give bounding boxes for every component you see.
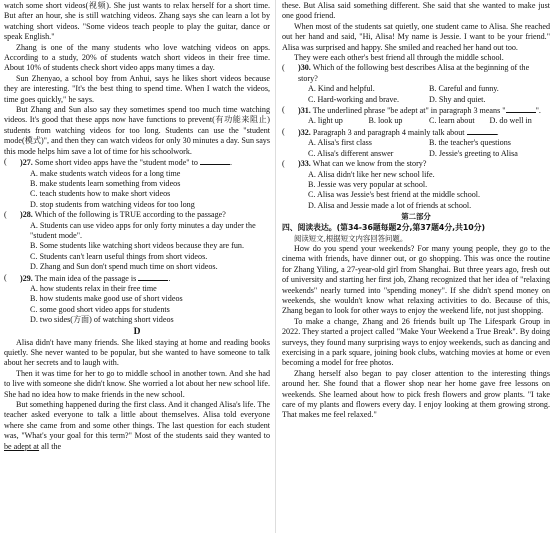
options-row bbox=[282, 149, 550, 159]
option: D. do well in bbox=[489, 116, 532, 126]
question-number: )31. bbox=[298, 106, 311, 116]
answer-blank[interactable] bbox=[506, 105, 536, 113]
question-32: ( )32. Paragraph 3 and paragraph 4 mainly talk about . bbox=[282, 126, 499, 137]
section-heading: 四、阅读表达。(第34-36题每题2分,第37题4分,共10分) bbox=[282, 223, 486, 233]
question-stem: The main idea of the passage is bbox=[34, 273, 137, 283]
passage-d-paragraph: these. But Alisa said something different. She said that she wanted to make just one good friend. bbox=[282, 1, 550, 21]
right-column bbox=[282, 1, 550, 421]
passage-d-paragraph: When most of the students sat quietly, one student came to Alisa. She reached out her hand and said, "Hi, Alisa! My name is Jessie. I want to be your friend." Alisa was surprised and happy. She smiled and reached her hand out too. bbox=[282, 21, 550, 52]
option: A. Students can use video apps for only forty minutes a day under the "student mode". bbox=[30, 220, 256, 240]
answer-blank[interactable] bbox=[138, 273, 168, 281]
option: D. stop students from watching videos for too long bbox=[30, 199, 195, 209]
question-30: ( )30. Which of the following best describes Alisa at the beginning of the story? bbox=[282, 63, 530, 83]
question-number: )30. bbox=[298, 63, 311, 73]
option: C. learn about bbox=[429, 116, 475, 126]
option: A. light up bbox=[308, 116, 343, 126]
option: C. Alisa was Jessie's best friend at the middle school. bbox=[308, 190, 481, 200]
question-number: )32. bbox=[298, 127, 311, 137]
section-instruction: 阅读短文,根据短文内容回答问题。 bbox=[294, 233, 408, 243]
option: C. some good short video apps for students bbox=[30, 304, 170, 314]
passage-e-paragraph: How do you spend your weekends? For many young people, they go to the cinema with friends, have dinner out, or go shopping. This was once the routine for Zhang Yiling, a 27-year-old girl from Shanghai. But three years ago, fresh out of university and starting her first job, Zhang recognized that her idea of "relaxing weekends" nearly turned into "spending money". If she didn't spend money on weekends, she wouldn't know what relaxing activities to do. Because of this, Zhang began to look for other ways to enjoy the weekend life, not just shopping. bbox=[282, 243, 550, 316]
passage-d-paragraph: But something happened during the first class. And it changed Alisa's life. The teacher asked everyone to talk a little about themselves. Alisa told everyone where she came from and some other things. The last question for each student was, "What's your goal for this term?" Most of the students said they wanted to be adept at all the bbox=[4, 400, 270, 451]
options-row bbox=[282, 95, 550, 105]
question-stem: Some short video apps have the "student mode" to bbox=[34, 158, 198, 168]
question-stem: Which of the following best describes Alisa at the beginning of the story? bbox=[298, 63, 530, 83]
passage-d-paragraph: Then it was time for her to go to middle school in another town. And she had to live with someone she didn't know. She worried a lot about her new school life. She had no idea how to make friends in the new school. bbox=[4, 368, 270, 399]
passage-d-paragraph: They were each other's best friend all through the middle school. bbox=[294, 53, 504, 63]
passage-c-paragraph: watch some short videos(视频). She just wants to relax herself for a short time. But after an hour, she is still watching videos. Zhang says she can learn a lot by watching short videos. "Some videos teach people to play the guitar, dance or speak English." bbox=[4, 1, 270, 42]
column-divider bbox=[275, 0, 276, 533]
left-column bbox=[4, 1, 270, 452]
passage-c-paragraph: Sun Zhenyao, a school boy from Anhui, says he likes short videos because they are interesting. "It's the best thing to spend time. When I watch the videos, time goes quickly," he says. bbox=[4, 73, 270, 104]
option: D. two sides(方面) of watching short videos bbox=[30, 315, 174, 325]
question-stem: Which of the following is TRUE according to the passage? bbox=[34, 210, 226, 220]
option: D. Alisa and Jessie made a lot of friends at school. bbox=[308, 200, 472, 210]
option: A. Alisa's first class bbox=[308, 138, 372, 148]
question-number: )29. bbox=[20, 273, 33, 283]
question-number: )27. bbox=[20, 158, 33, 168]
option: D. Shy and quiet. bbox=[429, 94, 486, 104]
question-29: ( )29. The main idea of the passage is . bbox=[4, 272, 171, 283]
passage-e-paragraph: Zhang herself also began to pay closer attention to the interesting things around her. She found that a flower shop near her home gave free lessons on weekends. She learned about how to pick fresh flowers and grow plants. "I take care of my plants and flowers every day. I enjoy looking at them growing strong. That makes me feel relaxed." bbox=[282, 368, 550, 420]
option: B. make students learn something from videos bbox=[30, 178, 181, 188]
question-number: )28. bbox=[20, 210, 33, 220]
option: A. Alisa didn't like her new school life. bbox=[308, 169, 435, 179]
option: A. Kind and helpful. bbox=[308, 84, 375, 94]
passage-c-paragraph: But Zhang and Sun also say they sometimes spend too much time watching videos. It's good that these apps now have functions to prevent(有功能来阻止) students from watching videos for too long. Students can use the "student mode(模式)", and then they can watch videos for only 30 minutes a day. Sun says this mode helps him save a lot of time for his schoolwork. bbox=[4, 105, 270, 156]
option: D. Zhang and Sun don't spend much time on short videos. bbox=[30, 262, 218, 272]
answer-blank[interactable] bbox=[467, 127, 497, 135]
option: B. look up bbox=[368, 116, 403, 126]
options-row bbox=[282, 116, 550, 126]
option: C. Alisa's different answer bbox=[308, 148, 394, 158]
option: C. Students can't learn useful things from short videos. bbox=[30, 251, 208, 261]
option: B. Some students like watching short videos because they are fun. bbox=[30, 241, 244, 251]
option: A. make students watch videos for a long time bbox=[30, 168, 181, 178]
option: D. Jessie's greeting to Alisa bbox=[429, 148, 518, 158]
question-stem: Paragraph 3 and paragraph 4 mainly talk about bbox=[312, 127, 465, 137]
passage-d-heading: D bbox=[133, 326, 141, 337]
answer-blank[interactable] bbox=[200, 157, 230, 165]
question-stem: The underlined phrase "be adept at" in paragraph 3 means " bbox=[312, 106, 506, 116]
option: A. how students relax in their free time bbox=[30, 283, 157, 293]
question-31: ( )31. The underlined phrase "be adept at" in paragraph 3 means " ". bbox=[282, 105, 541, 116]
question-33: ( )33. What can we know from the story? bbox=[282, 159, 427, 169]
option: C. Hard-working and brave. bbox=[308, 94, 400, 104]
passage-c-paragraph: Zhang is one of the many students who love watching videos on apps. According to a study, 20% of students watch short videos in their free time. About 10% of students check short video apps many times a day. bbox=[4, 42, 270, 73]
part-two-title: 第二部分 bbox=[401, 212, 431, 222]
options-row bbox=[282, 138, 550, 148]
underlined-phrase: be adept at bbox=[4, 441, 40, 451]
question-number: )33. bbox=[298, 159, 311, 169]
question-28: ( )28. Which of the following is TRUE according to the passage? bbox=[4, 210, 226, 220]
passage-e-paragraph: To make a change, Zhang and 26 friends built up The Lifespark Group in 2022. They started a project called "Make Your Weekend a True Break". By doing surveys, they found many surprising ways to enjoy weekends, such as dancing and exercising in a park square, joining book clubs, watching movies at home or even becoming a model for free photos. bbox=[282, 316, 550, 368]
option: B. the teacher's questions bbox=[429, 138, 511, 148]
option: C. teach students how to make short videos bbox=[30, 189, 171, 199]
option: B. how students make good use of short videos bbox=[30, 294, 183, 304]
question-27: ( )27. Some short video apps have the "student mode" to . bbox=[4, 157, 232, 168]
question-stem: What can we know from the story? bbox=[312, 159, 427, 169]
options-row bbox=[282, 84, 550, 94]
passage-d-paragraph: Alisa didn't have many friends. She liked staying at home and reading books quietly. She never wanted to be popular, but she wanted to have someone to talk about her secrets and to laugh with. bbox=[4, 337, 270, 368]
option: B. Careful and funny. bbox=[429, 84, 499, 94]
option: B. Jessie was very popular at school. bbox=[308, 179, 428, 189]
